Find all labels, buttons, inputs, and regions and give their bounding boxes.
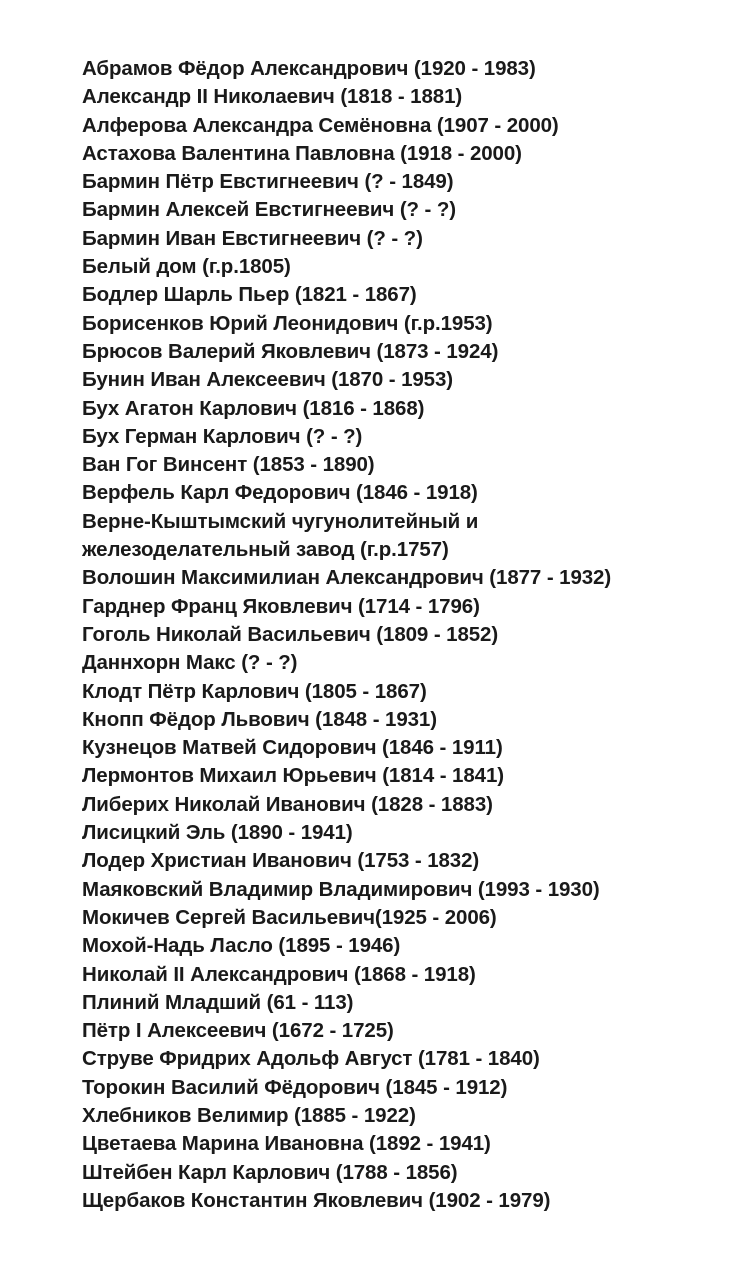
list-item: Хлебников Велимир (1885 - 1922) (82, 1103, 416, 1127)
list-item: Гарднер Франц Яковлевич (1714 - 1796) (82, 594, 480, 618)
list-item: Белый дом (г.р.1805) (82, 255, 291, 279)
list-item: Пётр I Алексеевич (1672 - 1725) (82, 1019, 394, 1043)
name-list (82, 55, 732, 1215)
list-item: Мокичев Сергей Васильевич(1925 - 2006) (82, 905, 497, 929)
list-item: Николай II Александрович (1868 - 1918) (82, 962, 476, 986)
list-item: Бух Герман Карлович (? - ?) (82, 424, 363, 448)
list-item: Гоголь Николай Васильевич (1809 - 1852) (82, 622, 499, 646)
list-item: Бармин Иван Евстигнеевич (? - ?) (82, 226, 423, 250)
list-item: железоделательный завод (г.р.1757) (82, 538, 449, 562)
list-item: Маяковский Владимир Владимирович (1993 - 1930) (82, 877, 600, 901)
list-item: Плиний Младший (61 - 113) (82, 990, 354, 1014)
list-item: Кузнецов Матвей Сидорович (1846 - 1911) (82, 736, 503, 760)
list-item: Лодер Христиан Иванович (1753 - 1832) (82, 849, 480, 873)
list-item: Алферова Александра Семёновна (1907 - 2000) (82, 113, 559, 137)
list-item: Либерих Николай Иванович (1828 - 1883) (82, 792, 493, 816)
list-item: Бодлер Шарль Пьер (1821 - 1867) (82, 283, 417, 307)
list-item: Лисицкий Эль (1890 - 1941) (82, 821, 353, 845)
list-item: Борисенков Юрий Леонидович (г.р.1953) (82, 311, 493, 335)
list-item: Лермонтов Михаил Юрьевич (1814 - 1841) (82, 764, 504, 788)
list-item: Верне-Кыштымский чугунолитейный и (82, 509, 479, 533)
list-item: Верфель Карл Федорович (1846 - 1918) (82, 481, 478, 505)
list-item: Бух Агатон Карлович (1816 - 1868) (82, 396, 425, 420)
list-item: Брюсов Валерий Яковлевич (1873 - 1924) (82, 339, 499, 363)
list-item: Кнопп Фёдор Львович (1848 - 1931) (82, 707, 437, 731)
list-item: Клодт Пётр Карлович (1805 - 1867) (82, 679, 427, 703)
list-item: Александр II Николаевич (1818 - 1881) (82, 85, 463, 109)
list-item: Цветаева Марина Ивановна (1892 - 1941) (82, 1132, 491, 1156)
list-item: Штейбен Карл Карлович (1788 - 1856) (82, 1160, 458, 1184)
list-item: Бармин Алексей Евстигнеевич (? - ?) (82, 198, 457, 222)
list-item: Астахова Валентина Павловна (1918 - 2000) (82, 141, 522, 165)
list-item: Абрамов Фёдор Александрович (1920 - 1983) (82, 57, 536, 80)
list-item: Мохой-Надь Ласло (1895 - 1946) (82, 934, 401, 958)
list-item: Струве Фридрих Адольф Август (1781 - 1840) (82, 1047, 540, 1071)
list-item: Ван Гог Винсент (1853 - 1890) (82, 453, 375, 477)
list-item: Волошин Максимилиан Александрович (1877 - 1932) (82, 566, 612, 590)
list-item: Бунин Иван Алексеевич (1870 - 1953) (82, 368, 454, 392)
list-item: Даннхорн Макс (? - ?) (82, 651, 298, 675)
list-item: Торокин Василий Фёдорович (1845 - 1912) (82, 1075, 508, 1099)
list-item: Щербаков Константин Яковлевич (1902 - 1979) (82, 1188, 551, 1212)
list-item: Бармин Пётр Евстигнеевич (? - 1849) (82, 170, 454, 194)
